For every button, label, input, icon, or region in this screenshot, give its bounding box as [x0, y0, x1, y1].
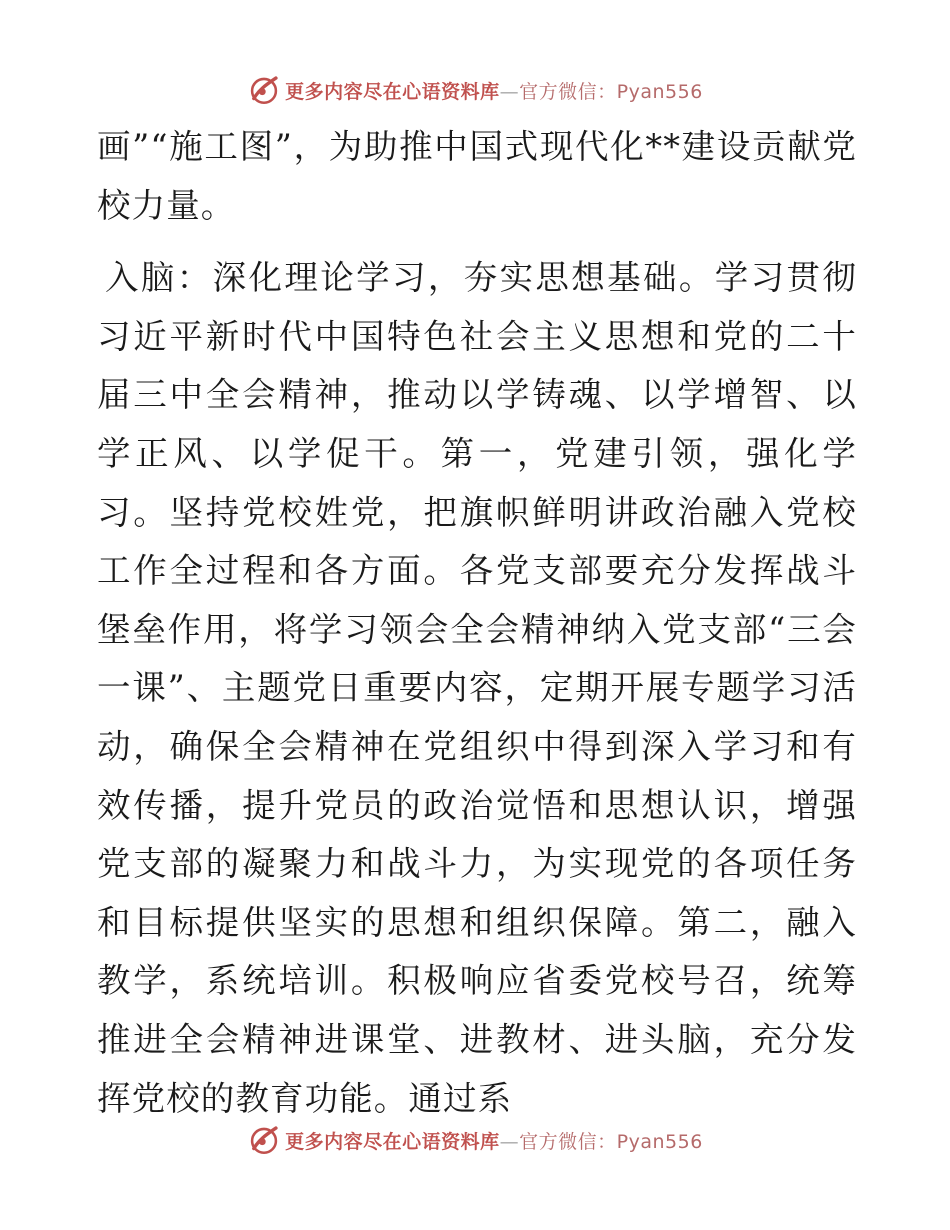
watermark-text [285, 1127, 703, 1154]
paragraph: 画”“施工图”，为助推中国式现代化**建设贡献党校力量。 [97, 127, 857, 225]
document-body [97, 118, 857, 1128]
watermark-separator: — [499, 80, 520, 103]
watermark-text [285, 77, 703, 104]
watermark-wechat: 官方微信：Pyan556 [519, 80, 703, 103]
header-watermark [0, 70, 950, 110]
watermark-separator: — [499, 1130, 520, 1153]
logo-icon [247, 1123, 281, 1157]
paragraph: 入脑：深化理论学习，夯实思想基础。学习贯彻习近平新时代中国特色社会主义思想和党的二十届三中全会精神，推动以学铸魂、以学增智、以学正风、以学促干。第一，党建引领，强化学习。坚持党校姓党，把旗帜鲜明讲政治融入党校工作全过程和各方面。各党支部要充分发挥战斗堡垒作用，将学习领会全会精神纳入党支部“三会一课”、主题党日重要内容，定期开展专题学习活动，确保全会精神在党组织中得到深入学习和有效传播，提升党员的政治觉悟和思想认识，增强党支部的凝聚力和战斗力，为实现党的各项任务和目标提供坚实的思想和组织保障。第二，融入教学，系统培训。积极响应省委党校号召，统筹推进全会精神进课堂、进教材、进头脑，充分发挥党校的教育功能。通过系 [97, 258, 857, 1118]
watermark-wechat: 官方微信：Pyan556 [519, 1130, 703, 1153]
watermark-brand: 更多内容尽在心语资料库 [285, 80, 500, 103]
logo-icon [247, 73, 281, 107]
footer-watermark [0, 1120, 950, 1160]
watermark-brand: 更多内容尽在心语资料库 [285, 1130, 500, 1153]
